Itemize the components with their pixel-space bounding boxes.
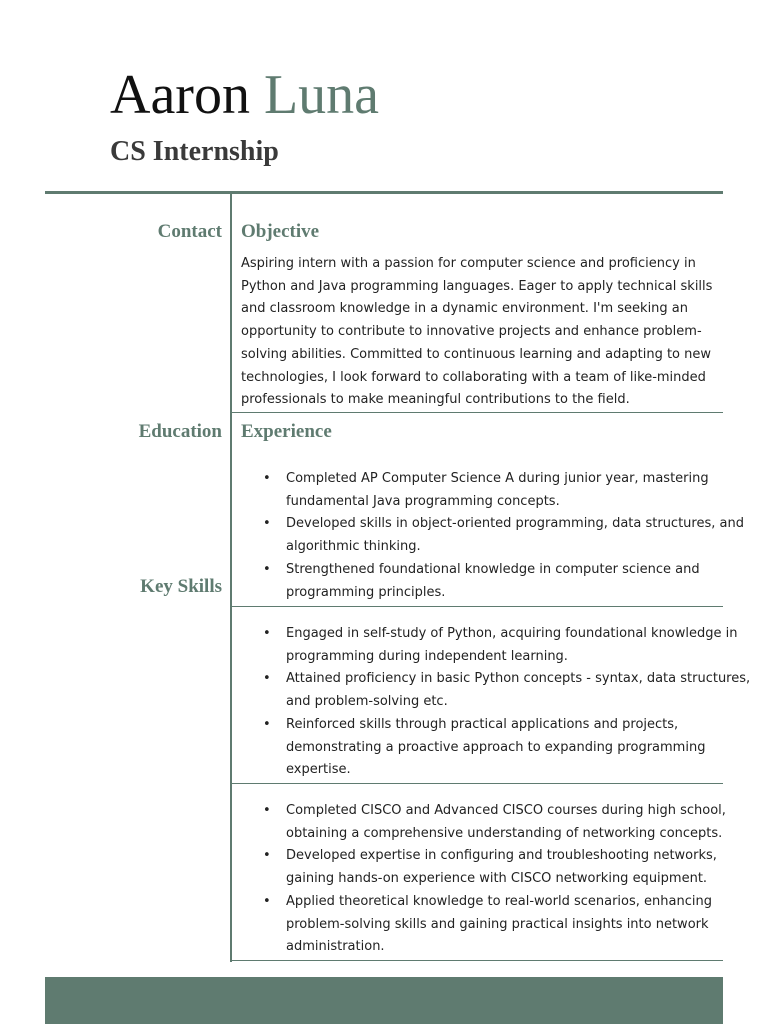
section-divider: [232, 960, 723, 961]
list-item: • Strengthened foundational knowledge in computer science and programming principles.: [286, 559, 762, 604]
list-item: • Completed CISCO and Advanced CISCO courses during high school, obtaining a comprehensive understanding of networking concepts.: [286, 800, 762, 845]
contact-label: Contact: [157, 221, 222, 242]
first-name: Aaron: [110, 64, 250, 126]
objective-text: Aspiring intern with a passion for computer science and proficiency in Python and Java programming languages. Eager to apply technical skills and classroom knowledge in a dynamic environment. I'm seeking an opportunity to contribute to innovative projects and enhance problem-solving abilities. Committed to continuous learning and adapting to new technologies, I look forward to collaborating with a team of like-minded professionals to make meaningful contributions to the field.: [241, 256, 713, 408]
section-divider: [232, 412, 723, 413]
education-label: Education: [138, 421, 222, 442]
experience-heading: Experience: [241, 421, 332, 442]
column-divider: [230, 194, 232, 962]
objective-heading: Objective: [241, 221, 320, 242]
last-name: Luna: [263, 64, 380, 126]
group-divider: [232, 606, 723, 607]
list-item: • Reinforced skills through practical applications and projects, demonstrating a proactive approach to expanding programming expertise.: [286, 714, 762, 782]
header-divider: [45, 191, 723, 194]
experience-group-1: [241, 468, 762, 604]
experience-group-3: [241, 800, 762, 959]
list-item: • Developed expertise in configuring and troubleshooting networks, gaining hands-on experience with CISCO networking equipment.: [286, 845, 762, 890]
resume-name: [110, 62, 379, 128]
list-item: • Attained proficiency in basic Python concepts - syntax, data structures, and problem-solving etc.: [286, 668, 762, 713]
key-skills-label: Key Skills: [140, 576, 222, 597]
list-item: • Completed AP Computer Science A during junior year, mastering fundamental Java programming concepts.: [286, 468, 762, 513]
list-item: • Developed skills in object-oriented programming, data structures, and algorithmic thinking.: [286, 513, 762, 558]
footer-band: [45, 977, 723, 1024]
group-divider: [232, 783, 723, 784]
list-item: • Applied theoretical knowledge to real-world scenarios, enhancing problem-solving skills and gaining practical insights into network administration.: [286, 891, 762, 959]
list-item: • Engaged in self-study of Python, acquiring foundational knowledge in programming during independent learning.: [286, 623, 762, 668]
resume-subtitle: CS Internship: [110, 136, 279, 167]
experience-group-2: [241, 623, 762, 782]
